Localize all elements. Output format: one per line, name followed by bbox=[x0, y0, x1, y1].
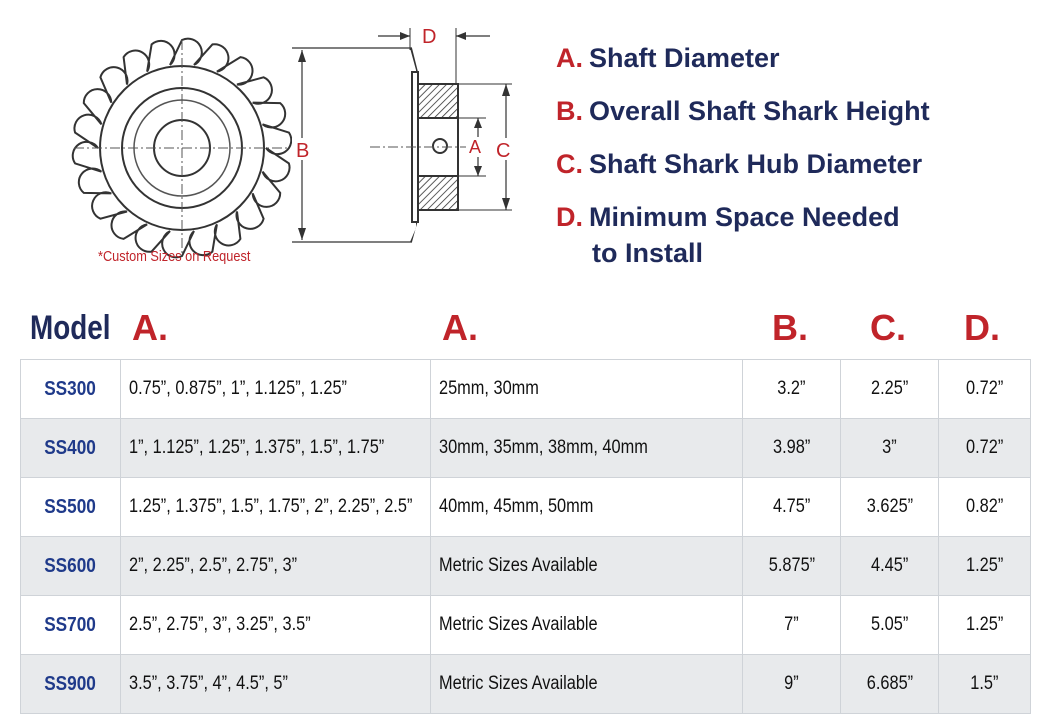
a-metric-cell bbox=[431, 419, 743, 478]
d-cell bbox=[939, 478, 1031, 537]
cell-text: SS500 bbox=[44, 495, 97, 518]
cell-text: 3” bbox=[882, 437, 897, 458]
cell-text: 1.25”, 1.375”, 1.5”, 1.75”, 2”, 2.25”, 2.5” bbox=[129, 496, 413, 517]
c-cell bbox=[841, 596, 939, 655]
a-imperial-cell bbox=[121, 655, 431, 714]
cell-text: 0.75”, 0.875”, 1”, 1.125”, 1.25” bbox=[129, 378, 348, 399]
dimension-label-c: C bbox=[496, 140, 511, 162]
sprocket-front-view bbox=[73, 39, 291, 258]
legend-letter: D. bbox=[556, 202, 583, 232]
model-cell bbox=[21, 478, 121, 537]
b-cell bbox=[743, 655, 841, 714]
column-header-d: D. bbox=[964, 307, 1000, 348]
shaft-shark-diagram bbox=[0, 0, 540, 290]
b-cell bbox=[743, 419, 841, 478]
model-cell bbox=[21, 537, 121, 596]
b-cell bbox=[743, 596, 841, 655]
a-imperial-cell bbox=[121, 419, 431, 478]
dimension-label-d: D bbox=[422, 26, 437, 48]
cell-text: 25mm, 30mm bbox=[439, 378, 539, 399]
table-row bbox=[21, 360, 1031, 419]
b-cell bbox=[743, 360, 841, 419]
d-cell bbox=[939, 537, 1031, 596]
cell-text: 6.685” bbox=[866, 673, 913, 694]
cell-text: 30mm, 35mm, 38mm, 40mm bbox=[439, 437, 648, 458]
cell-text: SS700 bbox=[44, 613, 97, 636]
cell-text: 4.75” bbox=[772, 496, 811, 517]
cell-text: 2.25” bbox=[870, 378, 909, 399]
d-cell bbox=[939, 596, 1031, 655]
legend-text-continued: to Install bbox=[592, 238, 704, 268]
cell-text: 7” bbox=[784, 614, 799, 635]
sprocket-side-view bbox=[292, 28, 518, 242]
column-header-c: C. bbox=[870, 307, 906, 348]
cell-text: 0.72” bbox=[965, 437, 1004, 458]
cell-text: 5.05” bbox=[870, 614, 909, 635]
legend-letter: B. bbox=[556, 96, 583, 126]
column-header-a-metric: A. bbox=[442, 307, 478, 348]
c-cell bbox=[841, 360, 939, 419]
model-cell bbox=[21, 360, 121, 419]
table-row bbox=[21, 596, 1031, 655]
cell-text: 0.82” bbox=[965, 496, 1004, 517]
legend-text: Overall Shaft Shark Height bbox=[589, 96, 930, 126]
a-metric-cell bbox=[431, 360, 743, 419]
dimension-label-b: B bbox=[296, 140, 310, 162]
a-imperial-cell bbox=[121, 596, 431, 655]
dimension-label-a: A bbox=[469, 137, 482, 157]
cell-text: 1.25” bbox=[965, 614, 1004, 635]
cell-text: 1”, 1.125”, 1.25”, 1.375”, 1.5”, 1.75” bbox=[129, 437, 385, 458]
d-cell bbox=[939, 360, 1031, 419]
d-cell bbox=[939, 419, 1031, 478]
custom-sizes-note: *Custom Sizes on Request bbox=[98, 248, 251, 265]
cell-text: Metric Sizes Available bbox=[439, 555, 598, 576]
legend-item-d bbox=[556, 199, 900, 271]
table-row bbox=[21, 478, 1031, 537]
legend-letter: A. bbox=[556, 43, 583, 73]
a-metric-cell bbox=[431, 596, 743, 655]
b-cell bbox=[743, 478, 841, 537]
legend-text: Shaft Shark Hub Diameter bbox=[589, 149, 923, 179]
legend-item-c bbox=[556, 146, 922, 182]
c-cell bbox=[841, 537, 939, 596]
cell-text: 1.25” bbox=[965, 555, 1004, 576]
model-cell bbox=[21, 419, 121, 478]
column-header-b: B. bbox=[772, 307, 808, 348]
cell-text: SS600 bbox=[44, 554, 97, 577]
cell-text: 3.2” bbox=[777, 378, 806, 399]
cell-text: SS400 bbox=[44, 436, 97, 459]
legend-letter: C. bbox=[556, 149, 583, 179]
cell-text: 3.5”, 3.75”, 4”, 4.5”, 5” bbox=[129, 673, 288, 694]
c-cell bbox=[841, 478, 939, 537]
cell-text: Metric Sizes Available bbox=[439, 614, 598, 635]
size-spec-table bbox=[20, 359, 1031, 714]
c-cell bbox=[841, 655, 939, 714]
d-cell bbox=[939, 655, 1031, 714]
table-row bbox=[21, 537, 1031, 596]
model-cell bbox=[21, 655, 121, 714]
a-metric-cell bbox=[431, 655, 743, 714]
a-imperial-cell bbox=[121, 478, 431, 537]
cell-text: 3.98” bbox=[772, 437, 811, 458]
column-header-a-imperial: A. bbox=[132, 307, 168, 348]
model-cell bbox=[21, 596, 121, 655]
cell-text: SS900 bbox=[44, 672, 97, 695]
cell-text: 0.72” bbox=[965, 378, 1004, 399]
a-imperial-cell bbox=[121, 360, 431, 419]
cell-text: 1.5” bbox=[970, 673, 999, 694]
cell-text: 4.45” bbox=[870, 555, 909, 576]
cell-text: 2”, 2.25”, 2.5”, 2.75”, 3” bbox=[129, 555, 298, 576]
column-header-model: Model bbox=[30, 309, 111, 347]
cell-text: SS300 bbox=[44, 377, 97, 400]
cell-text: 3.625” bbox=[866, 496, 913, 517]
cell-text: 2.5”, 2.75”, 3”, 3.25”, 3.5” bbox=[129, 614, 311, 635]
legend-item-b bbox=[556, 93, 930, 129]
c-cell bbox=[841, 419, 939, 478]
cell-text: 5.875” bbox=[768, 555, 815, 576]
legend-text: Shaft Diameter bbox=[589, 43, 780, 73]
a-metric-cell bbox=[431, 537, 743, 596]
cell-text: 9” bbox=[784, 673, 799, 694]
legend-text: Minimum Space Needed bbox=[589, 202, 900, 232]
cell-text: 40mm, 45mm, 50mm bbox=[439, 496, 594, 517]
legend-item-a bbox=[556, 40, 780, 76]
table-row bbox=[21, 419, 1031, 478]
a-metric-cell bbox=[431, 478, 743, 537]
a-imperial-cell bbox=[121, 537, 431, 596]
b-cell bbox=[743, 537, 841, 596]
table-row bbox=[21, 655, 1031, 714]
cell-text: Metric Sizes Available bbox=[439, 673, 598, 694]
